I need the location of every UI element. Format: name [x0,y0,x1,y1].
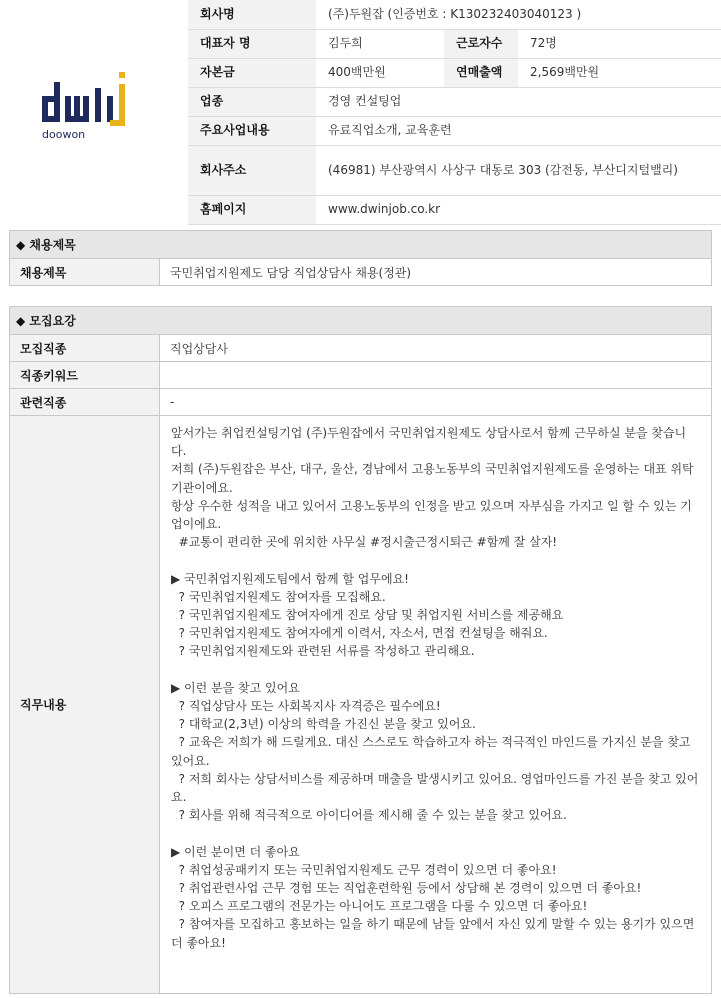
capital-label: 자본금 [188,58,316,87]
duty-spacer [171,661,701,679]
company-name-value: (주)두원잡 (인증번호 : K130232403040123 ) [316,0,721,29]
section-header: ◆ 채용제목 [10,231,711,259]
duty-line: 앞서가는 취업컨설팅기업 (주)두원잡에서 국민취업지원제도 상담사로서 함께 근무하실 분을 찾습니다. [171,426,687,459]
industry-label: 업종 [188,87,316,116]
company-row [188,87,721,116]
address-value: (46981) 부산광역시 사상구 대동로 303 (감전동, 부산디지털밸리) [316,145,721,195]
duty-line: ? 국민취업지원제도 참여자를 모집해요. [171,589,386,604]
industry-value: 경영 컨설팅업 [316,87,721,116]
duty-spacer [171,824,701,842]
keyword-label: 직종키워드 [10,362,160,388]
company-row [188,116,721,145]
company-row [188,29,721,58]
duty-line: ? 국민취업지원제도와 관련된 서류를 작성하고 관리해요. [171,644,475,659]
occupation-label: 모집직종 [10,335,160,361]
business-label: 주요사업내용 [188,116,316,145]
doowon-logo-icon [40,68,140,140]
ceo-value: 김두희 [316,29,444,58]
duty-line: ? 교육은 저희가 해 드릴게요. 대신 스스로도 학습하고자 하는 적극적인 마인드를 가지신 분을 찾고 있어요. [171,735,695,768]
related-occupation-value: - [170,395,175,409]
address-label: 회사주소 [188,145,316,195]
recruit-section [9,306,712,994]
duty-line: ? 국민취업지원제도 참여자에게 진로 상담 및 취업지원 서비스를 제공해요 [171,608,564,623]
duty-label: 직무내용 [10,416,160,993]
job-title-row [10,259,711,286]
duty-line: ? 취업관련사업 근무 경험 또는 직업훈련학원 등에서 상담해 본 경력이 있으면 더 좋아요! [171,881,642,896]
duty-line: 저희 (주)두원잡은 부산, 대구, 울산, 경남에서 고용노동부의 국민취업지원제도를 운영하는 대표 위탁기관이에요. [171,462,694,495]
duty-line: ▶ 국민취업지원제도팀에서 함께 할 업무에요! [171,571,409,586]
job-title-value: 국민취업지원제도 담당 직업상담사 채용(정관) [170,265,412,280]
duty-row [10,416,711,994]
duty-line: 항상 우수한 성적을 내고 있어서 고용노동부의 인정을 받고 있으며 자부심을 가지고 일 할 수 있는 기업이에요. [171,498,692,532]
employees-value: 72명 [518,29,721,58]
recruit-row [10,389,711,416]
employees-label: 근로자수 [444,29,518,58]
company-logo [40,68,140,140]
duty-spacer [171,551,701,569]
revenue-value: 2,569백만원 [518,58,721,87]
duty-line: ? 오피스 프로그램의 전문가는 아니어도 프로그램을 다룰 수 있으면 더 좋아요! [171,899,588,914]
company-row [188,145,721,195]
duty-line: ? 취업성공패키지 또는 국민취업지원제도 근무 경력이 있으면 더 좋아요! [171,862,557,877]
logo-text: doowon [42,128,86,140]
company-info-table [188,0,721,225]
company-name-label: 회사명 [188,0,316,29]
job-title-label: 채용제목 [10,259,160,285]
duty-line: ? 참여자를 모집하고 홍보하는 일을 하기 때문에 남들 앞에서 자신 있게 말할 수 있는 용기가 있으면 더 좋아요! [171,917,699,950]
duty-line: ? 직업상담사 또는 사회복지사 자격증은 필수에요! [171,699,441,714]
ceo-label: 대표자 명 [188,29,316,58]
company-row [188,58,721,87]
business-value: 유료직업소개, 교육훈련 [316,116,721,145]
related-occupation-label: 관련직종 [10,389,160,415]
duty-line: ? 저희 회사는 상담서비스를 제공하며 매출을 발생시키고 있어요. 영업마인드를 가진 분을 찾고 있어요. [171,771,699,805]
duty-line: ? 회사를 위해 적극적으로 아이디어를 제시해 줄 수 있는 분을 찾고 있어요. [171,808,567,823]
homepage-label: 홈페이지 [188,195,316,224]
duty-line: ▶ 이런 분을 찾고 있어요 [171,680,300,695]
duty-line: #교통이 편리한 곳에 위치한 사무실 #정시출근정시퇴근 #함께 잘 살자! [171,535,558,550]
occupation-value: 직업상담사 [170,341,228,356]
revenue-label: 연매출액 [444,58,518,87]
company-row [188,0,721,29]
job-title-section [9,230,712,286]
section-header: ◆ 모집요강 [10,307,711,335]
recruit-row [10,335,711,362]
duty-line: ? 대학교(2,3년) 이상의 학력을 가진신 분을 찾고 있어요. [171,717,476,732]
capital-value: 400백만원 [316,58,444,87]
duty-line: ? 국민취업지원제도 참여자에게 이력서, 자소서, 면접 컨설팅을 해줘요. [171,626,548,641]
keyword-value [160,362,711,388]
homepage-link[interactable]: www.dwinjob.co.kr [316,195,721,224]
company-row [188,195,721,224]
duty-line: ▶ 이런 분이면 더 좋아요 [171,844,300,859]
duty-content [160,416,711,993]
recruit-row [10,362,711,389]
